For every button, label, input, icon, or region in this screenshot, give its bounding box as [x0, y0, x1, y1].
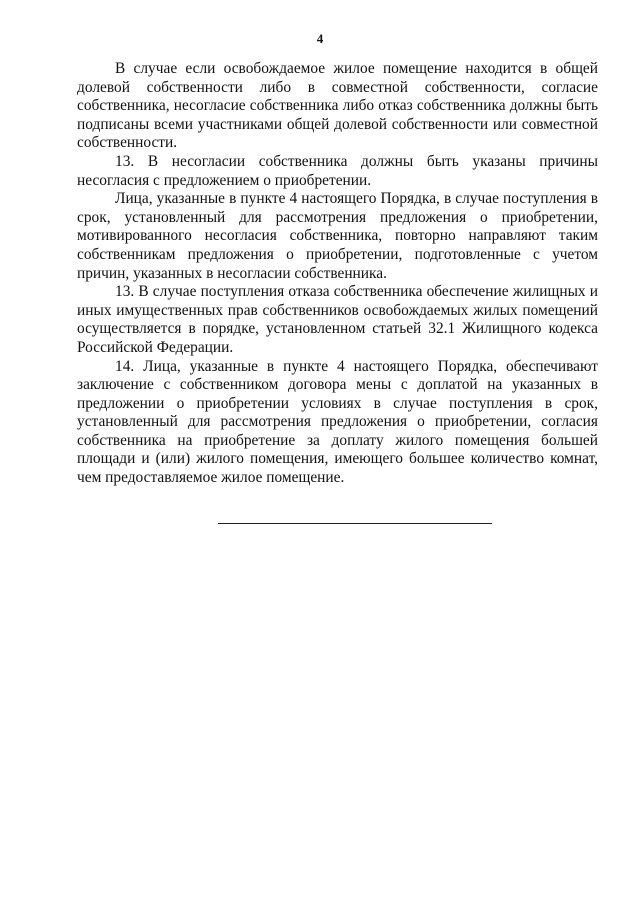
paragraph-shared-ownership: В случае если освобождаемое жилое помещение находится в общей долевой собственности либо в совместной собственности, согласие собственника, несогласие собственника либо отказ собственника должны быть подписаны всеми участниками общей долевой собственности или совместной собственности. [77, 60, 598, 152]
end-divider-line [218, 523, 492, 524]
document-body [77, 60, 598, 488]
paragraph-repeat-offer: Лица, указанные в пункте 4 настоящего Порядка, в случае поступления в срок, установленный для рассмотрения предложения о приобретении, мотивированного несогласия собственника, повторно направляют таким собственникам предложения о приобретении, подготовленные с учетом причин, указанных в несогласии собственника. [77, 190, 598, 282]
paragraph-13-refusal: 13. В случае поступления отказа собственника обеспечение жилищных и иных имущественных прав собственников освобождаемых жилых помещений осуществляется в порядке, установленном статьей 32.1 Жилищного кодекса Российской Федерации. [77, 283, 598, 356]
paragraph-14-exchange-agreement: 14. Лица, указанные в пункте 4 настоящего Порядка, обеспечивают заключение с собственником договора мены с доплатой на указанных в предложении о приобретении условиях в случае поступления в срок, установленный для рассмотрения предложения о приобретении, согласия собственника на приобретение за доплату жилого помещения большей площади и (или) жилого помещения, имеющего большее количество комнат, чем предоставляемое жилое помещение. [77, 357, 598, 487]
page-number: 4 [316, 31, 324, 46]
paragraph-13-disagreement-reasons: 13. В несогласии собственника должны быть указаны причины несогласия с предложением о приобретении. [77, 152, 598, 189]
